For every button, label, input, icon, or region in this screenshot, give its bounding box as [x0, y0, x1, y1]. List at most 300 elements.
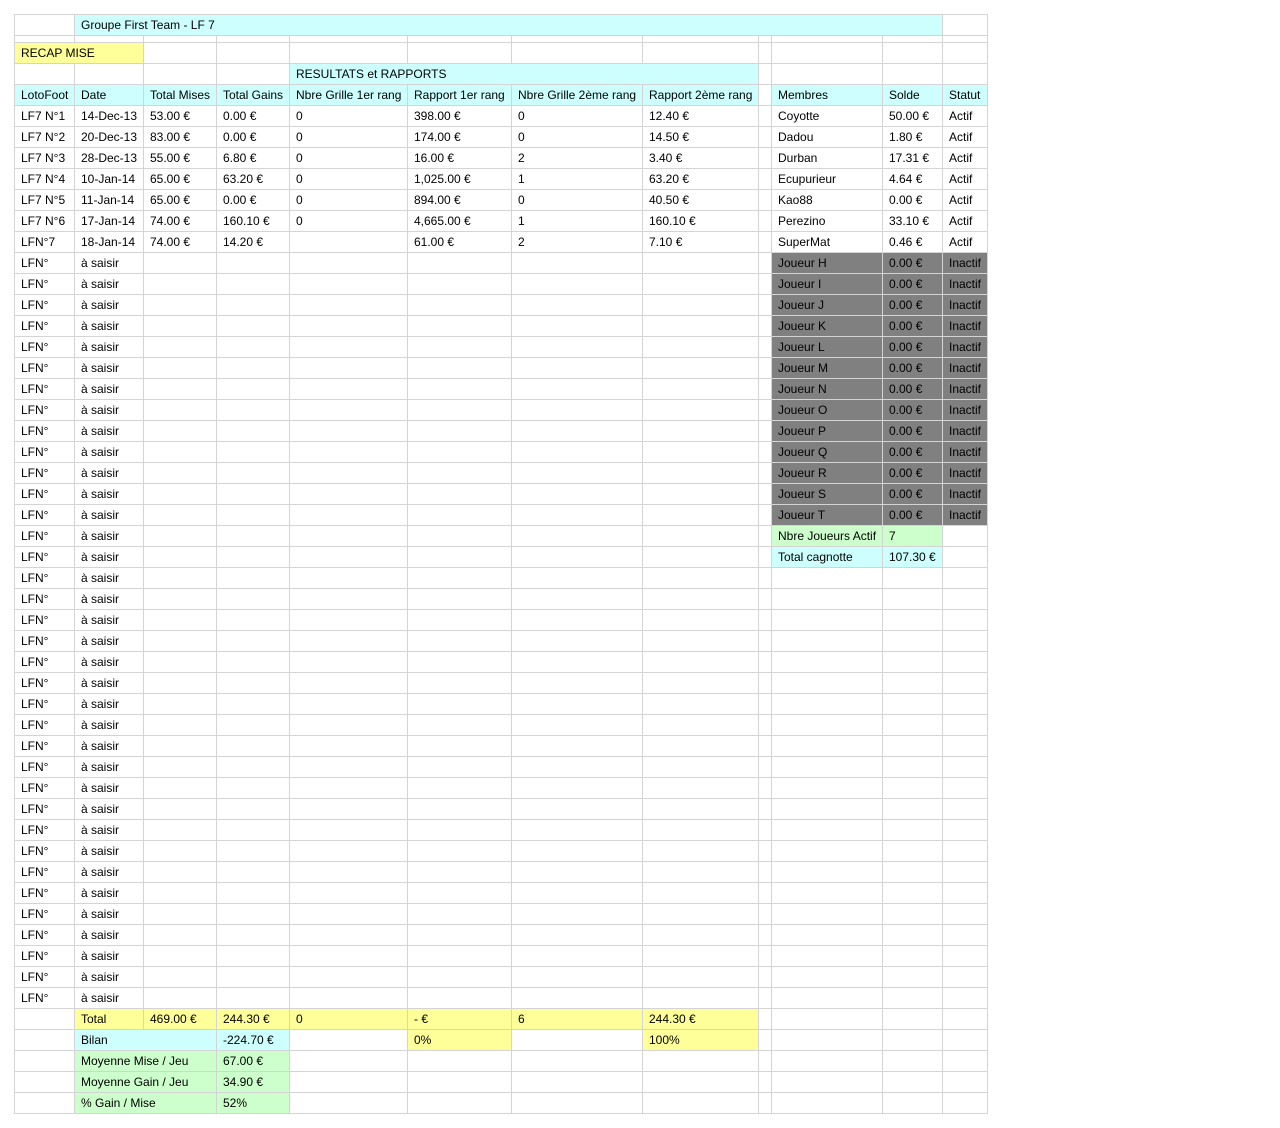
empty-cell[interactable]	[772, 988, 883, 1009]
empty-cell[interactable]	[290, 253, 408, 274]
game-cell[interactable]: 18-Jan-14	[75, 232, 144, 253]
empty-cell[interactable]	[643, 547, 759, 568]
member-name[interactable]: Joueur L	[772, 337, 883, 358]
empty-cell[interactable]	[144, 631, 217, 652]
empty-cell[interactable]	[144, 484, 217, 505]
recap-label[interactable]: RECAP MISE	[15, 43, 144, 64]
game-date-cell[interactable]: à saisir	[75, 505, 144, 526]
empty-cell[interactable]	[144, 568, 217, 589]
game-cell[interactable]: 55.00 €	[144, 148, 217, 169]
empty-cell[interactable]	[217, 778, 290, 799]
game-code-cell[interactable]: LFN°	[15, 820, 75, 841]
game-date-cell[interactable]: à saisir	[75, 526, 144, 547]
game-cell[interactable]: 398.00 €	[408, 106, 512, 127]
empty-cell[interactable]	[408, 253, 512, 274]
empty-cell[interactable]	[943, 883, 988, 904]
empty-cell[interactable]	[883, 589, 943, 610]
empty-cell[interactable]	[290, 967, 408, 988]
empty-cell[interactable]	[772, 673, 883, 694]
game-date-cell[interactable]: à saisir	[75, 946, 144, 967]
empty-cell[interactable]	[290, 358, 408, 379]
empty-cell[interactable]	[772, 799, 883, 820]
member-name[interactable]: Joueur O	[772, 400, 883, 421]
empty-cell[interactable]	[772, 904, 883, 925]
empty-cell[interactable]	[144, 274, 217, 295]
empty-cell[interactable]	[772, 568, 883, 589]
game-cell[interactable]: 2	[512, 232, 643, 253]
empty-cell[interactable]	[408, 484, 512, 505]
empty-cell[interactable]	[217, 274, 290, 295]
empty-cell[interactable]	[943, 631, 988, 652]
member-status[interactable]: Inactif	[943, 484, 988, 505]
empty-cell[interactable]	[144, 799, 217, 820]
empty-cell[interactable]	[512, 799, 643, 820]
empty-cell[interactable]	[144, 736, 217, 757]
empty-cell[interactable]	[408, 379, 512, 400]
game-cell[interactable]: 0	[512, 127, 643, 148]
game-date-cell[interactable]: à saisir	[75, 778, 144, 799]
member-name[interactable]: Dadou	[772, 127, 883, 148]
game-code-cell[interactable]: LFN°	[15, 505, 75, 526]
game-date-cell[interactable]: à saisir	[75, 715, 144, 736]
member-balance[interactable]: 0.00 €	[883, 505, 943, 526]
game-cell[interactable]: LF7 N°1	[15, 106, 75, 127]
section-label[interactable]: RESULTATS et RAPPORTS	[290, 64, 759, 85]
game-date-cell[interactable]: à saisir	[75, 673, 144, 694]
empty-cell[interactable]	[883, 736, 943, 757]
empty-cell[interactable]	[643, 379, 759, 400]
game-date-cell[interactable]: à saisir	[75, 862, 144, 883]
game-cell[interactable]: 0	[290, 190, 408, 211]
member-balance[interactable]: 0.00 €	[883, 358, 943, 379]
empty-cell[interactable]	[512, 442, 643, 463]
game-date-cell[interactable]: à saisir	[75, 694, 144, 715]
member-status[interactable]: Actif	[943, 106, 988, 127]
empty-cell[interactable]	[883, 757, 943, 778]
game-date-cell[interactable]: à saisir	[75, 421, 144, 442]
empty-cell[interactable]	[290, 484, 408, 505]
empty-cell[interactable]	[217, 820, 290, 841]
empty-cell[interactable]	[512, 841, 643, 862]
empty-cell[interactable]	[772, 925, 883, 946]
total-gains[interactable]: 244.30 €	[217, 1009, 290, 1030]
game-code-cell[interactable]: LFN°	[15, 526, 75, 547]
game-date-cell[interactable]: à saisir	[75, 925, 144, 946]
game-date-cell[interactable]: à saisir	[75, 547, 144, 568]
empty-cell[interactable]	[217, 946, 290, 967]
game-cell[interactable]: 0	[290, 148, 408, 169]
empty-cell[interactable]	[408, 925, 512, 946]
empty-cell[interactable]	[144, 967, 217, 988]
game-code-cell[interactable]: LFN°	[15, 988, 75, 1009]
game-cell[interactable]: 14-Dec-13	[75, 106, 144, 127]
game-code-cell[interactable]: LFN°	[15, 673, 75, 694]
empty-cell[interactable]	[144, 652, 217, 673]
game-cell[interactable]: 0	[290, 169, 408, 190]
game-date-cell[interactable]: à saisir	[75, 589, 144, 610]
empty-cell[interactable]	[408, 316, 512, 337]
empty-cell[interactable]	[512, 295, 643, 316]
empty-cell[interactable]	[643, 337, 759, 358]
empty-cell[interactable]	[290, 274, 408, 295]
empty-cell[interactable]	[408, 841, 512, 862]
total-grille1[interactable]: 0	[290, 1009, 408, 1030]
game-code-cell[interactable]: LFN°	[15, 925, 75, 946]
empty-cell[interactable]	[883, 841, 943, 862]
game-cell[interactable]: LFN°7	[15, 232, 75, 253]
member-balance[interactable]: 0.00 €	[883, 253, 943, 274]
empty-cell[interactable]	[512, 526, 643, 547]
game-date-cell[interactable]: à saisir	[75, 274, 144, 295]
stat-label[interactable]: % Gain / Mise	[75, 1093, 217, 1114]
game-code-cell[interactable]: LFN°	[15, 421, 75, 442]
empty-cell[interactable]	[408, 589, 512, 610]
empty-cell[interactable]	[408, 967, 512, 988]
empty-cell[interactable]	[512, 358, 643, 379]
game-code-cell[interactable]: LFN°	[15, 547, 75, 568]
empty-cell[interactable]	[772, 610, 883, 631]
game-code-cell[interactable]: LFN°	[15, 589, 75, 610]
bilan-pct1[interactable]: 0%	[408, 1030, 512, 1051]
column-header[interactable]: Solde	[883, 85, 943, 106]
empty-cell[interactable]	[144, 358, 217, 379]
game-code-cell[interactable]: LFN°	[15, 841, 75, 862]
total-rapport1[interactable]: - €	[408, 1009, 512, 1030]
empty-cell[interactable]	[217, 463, 290, 484]
empty-cell[interactable]	[144, 841, 217, 862]
empty-cell[interactable]	[217, 526, 290, 547]
game-date-cell[interactable]: à saisir	[75, 568, 144, 589]
game-date-cell[interactable]: à saisir	[75, 736, 144, 757]
empty-cell[interactable]	[217, 547, 290, 568]
empty-cell[interactable]	[144, 610, 217, 631]
game-cell[interactable]	[290, 232, 408, 253]
game-date-cell[interactable]: à saisir	[75, 799, 144, 820]
empty-cell[interactable]	[217, 694, 290, 715]
empty-cell[interactable]	[408, 946, 512, 967]
empty-cell[interactable]	[144, 589, 217, 610]
member-balance[interactable]: 0.00 €	[883, 295, 943, 316]
stat-value[interactable]: 52%	[217, 1093, 290, 1114]
game-cell[interactable]: LF7 N°2	[15, 127, 75, 148]
game-date-cell[interactable]: à saisir	[75, 295, 144, 316]
game-cell[interactable]: 17-Jan-14	[75, 211, 144, 232]
member-status[interactable]: Inactif	[943, 316, 988, 337]
game-cell[interactable]: 74.00 €	[144, 232, 217, 253]
empty-cell[interactable]	[512, 505, 643, 526]
empty-cell[interactable]	[290, 883, 408, 904]
member-balance[interactable]: 0.00 €	[883, 379, 943, 400]
empty-cell[interactable]	[144, 925, 217, 946]
game-cell[interactable]: 10-Jan-14	[75, 169, 144, 190]
empty-cell[interactable]	[217, 589, 290, 610]
empty-cell[interactable]	[643, 610, 759, 631]
empty-cell[interactable]	[290, 610, 408, 631]
game-cell[interactable]: 160.10 €	[643, 211, 759, 232]
game-code-cell[interactable]: LFN°	[15, 463, 75, 484]
empty-cell[interactable]	[408, 883, 512, 904]
game-code-cell[interactable]: LFN°	[15, 967, 75, 988]
empty-cell[interactable]	[290, 631, 408, 652]
empty-cell[interactable]	[772, 862, 883, 883]
empty-cell[interactable]	[512, 484, 643, 505]
empty-cell[interactable]	[512, 673, 643, 694]
column-header[interactable]: Rapport 1er rang	[408, 85, 512, 106]
empty-cell[interactable]	[643, 715, 759, 736]
game-code-cell[interactable]: LFN°	[15, 379, 75, 400]
empty-cell[interactable]	[643, 862, 759, 883]
game-cell[interactable]: 3.40 €	[643, 148, 759, 169]
column-header[interactable]: Total Gains	[217, 85, 290, 106]
game-code-cell[interactable]: LFN°	[15, 484, 75, 505]
game-code-cell[interactable]: LFN°	[15, 337, 75, 358]
game-cell[interactable]: 65.00 €	[144, 169, 217, 190]
game-date-cell[interactable]: à saisir	[75, 484, 144, 505]
empty-cell[interactable]	[883, 904, 943, 925]
game-cell[interactable]: LF7 N°4	[15, 169, 75, 190]
game-cell[interactable]: 12.40 €	[643, 106, 759, 127]
member-name[interactable]: Joueur J	[772, 295, 883, 316]
member-status[interactable]: Inactif	[943, 400, 988, 421]
empty-cell[interactable]	[943, 967, 988, 988]
empty-cell[interactable]	[408, 736, 512, 757]
empty-cell[interactable]	[408, 715, 512, 736]
empty-cell[interactable]	[144, 526, 217, 547]
member-status[interactable]: Inactif	[943, 463, 988, 484]
empty-cell[interactable]	[772, 967, 883, 988]
empty-cell[interactable]	[217, 841, 290, 862]
empty-cell[interactable]	[943, 526, 988, 547]
column-header[interactable]: Statut	[943, 85, 988, 106]
game-date-cell[interactable]: à saisir	[75, 379, 144, 400]
game-code-cell[interactable]: LFN°	[15, 757, 75, 778]
empty-cell[interactable]	[643, 463, 759, 484]
empty-cell[interactable]	[217, 862, 290, 883]
game-code-cell[interactable]: LFN°	[15, 652, 75, 673]
game-cell[interactable]: LF7 N°3	[15, 148, 75, 169]
empty-cell[interactable]	[144, 673, 217, 694]
empty-cell[interactable]	[883, 694, 943, 715]
member-status[interactable]: Inactif	[943, 253, 988, 274]
empty-cell[interactable]	[290, 736, 408, 757]
member-status[interactable]: Actif	[943, 211, 988, 232]
empty-cell[interactable]	[217, 736, 290, 757]
empty-cell[interactable]	[772, 841, 883, 862]
empty-cell[interactable]	[643, 988, 759, 1009]
empty-cell[interactable]	[512, 568, 643, 589]
empty-cell[interactable]	[512, 610, 643, 631]
empty-cell[interactable]	[408, 673, 512, 694]
member-name[interactable]: Joueur N	[772, 379, 883, 400]
empty-cell[interactable]	[943, 799, 988, 820]
member-name[interactable]: Joueur I	[772, 274, 883, 295]
member-status[interactable]: Inactif	[943, 337, 988, 358]
empty-cell[interactable]	[512, 400, 643, 421]
game-date-cell[interactable]: à saisir	[75, 463, 144, 484]
empty-cell[interactable]	[408, 820, 512, 841]
empty-cell[interactable]	[643, 946, 759, 967]
empty-cell[interactable]	[408, 505, 512, 526]
game-cell[interactable]: 174.00 €	[408, 127, 512, 148]
empty-cell[interactable]	[290, 547, 408, 568]
empty-cell[interactable]	[217, 295, 290, 316]
game-code-cell[interactable]: LFN°	[15, 568, 75, 589]
empty-cell[interactable]	[217, 988, 290, 1009]
empty-cell[interactable]	[943, 694, 988, 715]
game-cell[interactable]: 0.00 €	[217, 106, 290, 127]
game-date-cell[interactable]: à saisir	[75, 757, 144, 778]
game-date-cell[interactable]: à saisir	[75, 442, 144, 463]
empty-cell[interactable]	[144, 400, 217, 421]
empty-cell[interactable]	[772, 757, 883, 778]
empty-cell[interactable]	[883, 862, 943, 883]
empty-cell[interactable]	[643, 505, 759, 526]
game-cell[interactable]: 16.00 €	[408, 148, 512, 169]
empty-cell[interactable]	[408, 526, 512, 547]
game-code-cell[interactable]: LFN°	[15, 316, 75, 337]
empty-cell[interactable]	[772, 589, 883, 610]
bilan-value[interactable]: -224.70 €	[217, 1030, 290, 1051]
member-status[interactable]: Actif	[943, 232, 988, 253]
empty-cell[interactable]	[883, 673, 943, 694]
empty-cell[interactable]	[290, 946, 408, 967]
empty-cell[interactable]	[217, 400, 290, 421]
empty-cell[interactable]	[290, 589, 408, 610]
game-code-cell[interactable]: LFN°	[15, 400, 75, 421]
empty-cell[interactable]	[643, 925, 759, 946]
member-name[interactable]: Perezino	[772, 211, 883, 232]
game-cell[interactable]: 0.00 €	[217, 127, 290, 148]
member-balance[interactable]: 0.46 €	[883, 232, 943, 253]
empty-cell[interactable]	[290, 442, 408, 463]
member-balance[interactable]: 0.00 €	[883, 442, 943, 463]
game-date-cell[interactable]: à saisir	[75, 988, 144, 1009]
empty-cell[interactable]	[512, 589, 643, 610]
empty-cell[interactable]	[643, 484, 759, 505]
empty-cell[interactable]	[512, 946, 643, 967]
empty-cell[interactable]	[512, 862, 643, 883]
empty-cell[interactable]	[408, 631, 512, 652]
game-date-cell[interactable]: à saisir	[75, 316, 144, 337]
bilan-pct2[interactable]: 100%	[643, 1030, 759, 1051]
empty-cell[interactable]	[217, 904, 290, 925]
empty-cell[interactable]	[217, 484, 290, 505]
game-date-cell[interactable]: à saisir	[75, 337, 144, 358]
empty-cell[interactable]	[512, 925, 643, 946]
member-balance[interactable]: 1.80 €	[883, 127, 943, 148]
empty-cell[interactable]	[643, 694, 759, 715]
game-cell[interactable]: 0.00 €	[217, 190, 290, 211]
game-code-cell[interactable]: LFN°	[15, 274, 75, 295]
empty-cell[interactable]	[144, 778, 217, 799]
empty-cell[interactable]	[643, 400, 759, 421]
empty-cell[interactable]	[408, 421, 512, 442]
empty-cell[interactable]	[772, 778, 883, 799]
empty-cell[interactable]	[643, 631, 759, 652]
empty-cell[interactable]	[144, 757, 217, 778]
active-players-label[interactable]: Nbre Joueurs Actif	[772, 526, 883, 547]
empty-cell[interactable]	[943, 652, 988, 673]
empty-cell[interactable]	[512, 274, 643, 295]
empty-cell[interactable]	[643, 358, 759, 379]
empty-cell[interactable]	[408, 862, 512, 883]
member-balance[interactable]: 50.00 €	[883, 106, 943, 127]
empty-cell[interactable]	[883, 946, 943, 967]
empty-cell[interactable]	[643, 295, 759, 316]
game-code-cell[interactable]: LFN°	[15, 904, 75, 925]
total-label[interactable]: Total	[75, 1009, 144, 1030]
stat-label[interactable]: Moyenne Mise / Jeu	[75, 1051, 217, 1072]
empty-cell[interactable]	[943, 841, 988, 862]
bilan-label[interactable]: Bilan	[75, 1030, 217, 1051]
empty-cell[interactable]	[643, 904, 759, 925]
empty-cell[interactable]	[943, 568, 988, 589]
game-code-cell[interactable]: LFN°	[15, 295, 75, 316]
member-status[interactable]: Actif	[943, 169, 988, 190]
game-cell[interactable]: 63.20 €	[643, 169, 759, 190]
member-status[interactable]: Inactif	[943, 442, 988, 463]
game-cell[interactable]: LF7 N°5	[15, 190, 75, 211]
empty-cell[interactable]	[943, 715, 988, 736]
sheet-title[interactable]: Groupe First Team - LF 7	[75, 15, 943, 36]
empty-cell[interactable]	[217, 253, 290, 274]
empty-cell[interactable]	[144, 421, 217, 442]
empty-cell[interactable]	[217, 442, 290, 463]
empty-cell[interactable]	[290, 505, 408, 526]
empty-cell[interactable]	[408, 337, 512, 358]
empty-cell[interactable]	[290, 316, 408, 337]
member-balance[interactable]: 0.00 €	[883, 484, 943, 505]
empty-cell[interactable]	[883, 715, 943, 736]
game-date-cell[interactable]: à saisir	[75, 967, 144, 988]
empty-cell[interactable]	[290, 673, 408, 694]
empty-cell[interactable]	[217, 358, 290, 379]
empty-cell[interactable]	[943, 736, 988, 757]
game-cell[interactable]: 0	[290, 106, 408, 127]
member-status[interactable]: Inactif	[943, 421, 988, 442]
empty-cell[interactable]	[883, 568, 943, 589]
empty-cell[interactable]	[217, 925, 290, 946]
game-date-cell[interactable]: à saisir	[75, 652, 144, 673]
empty-cell[interactable]	[144, 316, 217, 337]
empty-cell[interactable]	[512, 547, 643, 568]
empty-cell[interactable]	[512, 715, 643, 736]
empty-cell[interactable]	[643, 778, 759, 799]
game-date-cell[interactable]: à saisir	[75, 400, 144, 421]
member-status[interactable]: Inactif	[943, 274, 988, 295]
column-header[interactable]: LotoFoot	[15, 85, 75, 106]
active-players-value[interactable]: 7	[883, 526, 943, 547]
game-cell[interactable]: 61.00 €	[408, 232, 512, 253]
empty-cell[interactable]	[943, 589, 988, 610]
empty-cell[interactable]	[290, 337, 408, 358]
game-cell[interactable]: 0	[512, 106, 643, 127]
empty-cell[interactable]	[643, 841, 759, 862]
empty-cell[interactable]	[408, 547, 512, 568]
empty-cell[interactable]	[144, 547, 217, 568]
empty-cell[interactable]	[772, 715, 883, 736]
empty-cell[interactable]	[144, 253, 217, 274]
member-balance[interactable]: 0.00 €	[883, 316, 943, 337]
empty-cell[interactable]	[512, 463, 643, 484]
member-name[interactable]: Coyotte	[772, 106, 883, 127]
total-mises[interactable]: 469.00 €	[144, 1009, 217, 1030]
column-header[interactable]: Nbre Grille 2ème rang	[512, 85, 643, 106]
empty-cell[interactable]	[408, 400, 512, 421]
empty-cell[interactable]	[408, 988, 512, 1009]
total-grille2[interactable]: 6	[512, 1009, 643, 1030]
member-name[interactable]: Joueur K	[772, 316, 883, 337]
